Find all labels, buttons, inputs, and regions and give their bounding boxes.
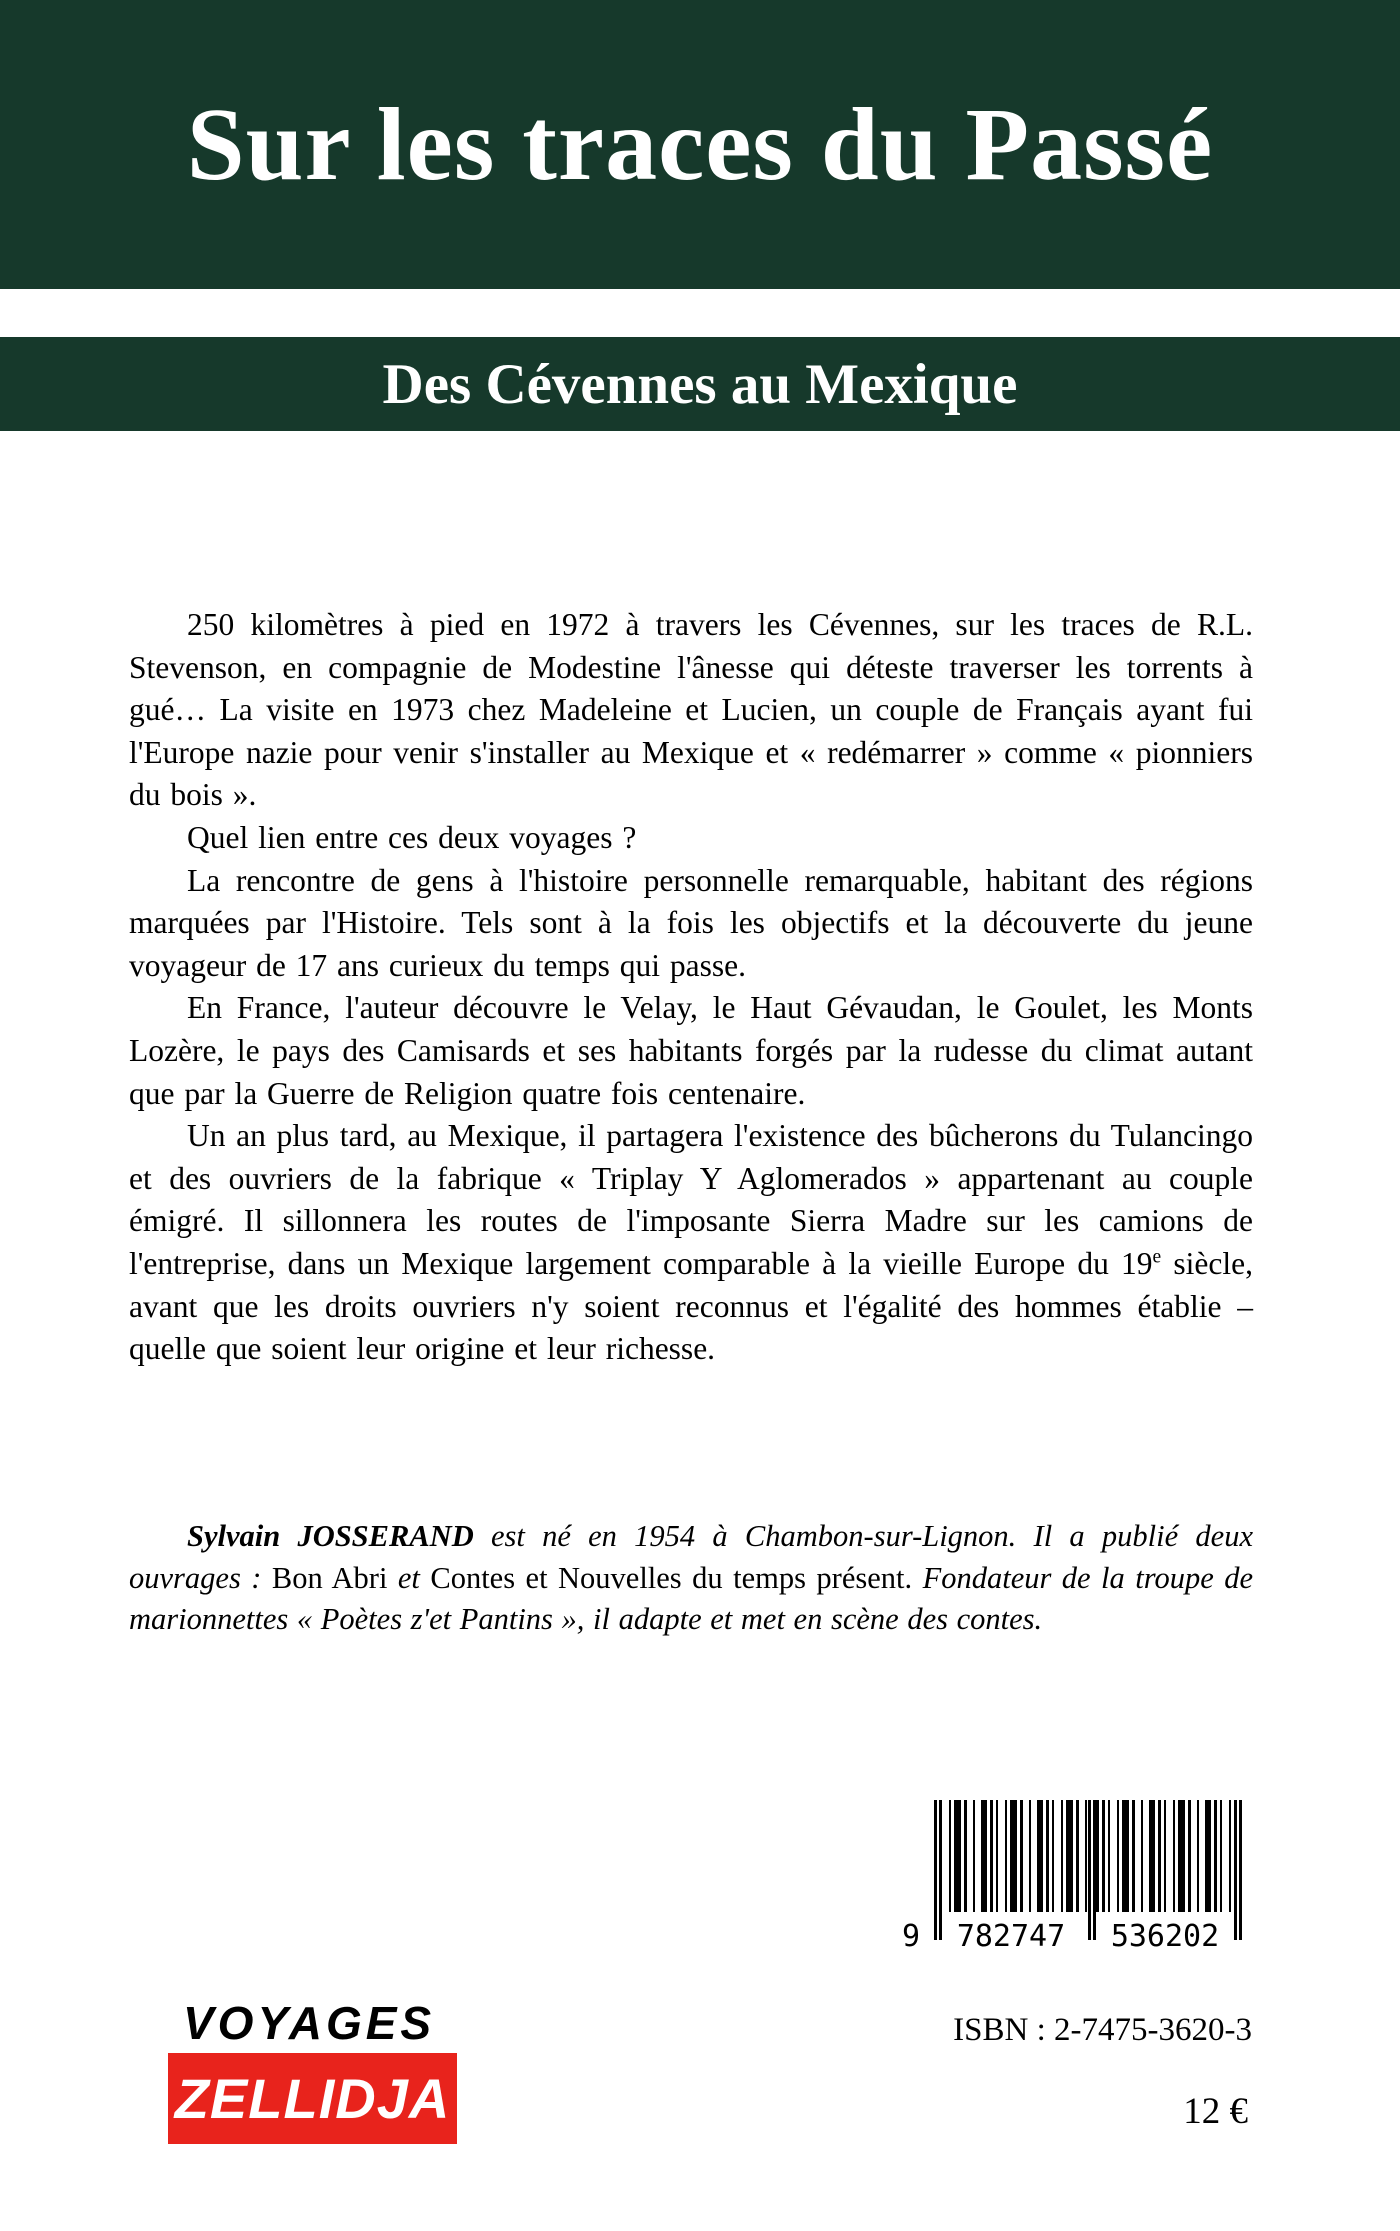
- title-band: [0, 0, 1400, 289]
- synopsis-paragraph-5: [129, 1115, 1253, 1371]
- publisher-series-label: VOYAGES: [183, 1997, 436, 2049]
- synopsis: [129, 604, 1253, 1371]
- synopsis-paragraph-4: En France, l'auteur découvre le Velay, le Haut Gévaudan, le Goulet, les Monts Lozère, le pays des Camisards et ses habitants forgés par la rudesse du climat autant que par la Guerre de Religion quatre fois centenaire.: [129, 990, 1253, 1111]
- author-bio: [129, 1516, 1253, 1641]
- barcode-guard-right: [1234, 1800, 1242, 1940]
- book-subtitle: Des Cévennes au Mexique: [382, 352, 1018, 416]
- synopsis-paragraph-3: La rencontre de gens à l'histoire personnelle remarquable, habitant des régions marquées par l'Histoire. Tels sont à la fois les objectifs et la découverte du jeune voyageur de 17 ans curieux du temps qui passe.: [129, 862, 1253, 983]
- barcode-guard-left: [934, 1800, 942, 1940]
- barcode-group-1: 782747: [956, 1919, 1066, 1954]
- isbn-text: ISBN : 2-7475-3620-3: [953, 2012, 1252, 2048]
- barcode: [902, 1800, 1244, 1954]
- paragraph-5-text: Un an plus tard, au Mexique, il partagera l'existence des bûcherons du Tulancingo et des ouvriers de la fabrique « Triplay Y Aglomerados » appartenant au couple émigré. Il sillonnera les routes de l'imposante Sierra Madre sur les camions de l'entreprise, dans un Mexique largement comparable à la vieille Europe du 19: [129, 1118, 1253, 1281]
- bio-conjunction: et: [387, 1560, 431, 1595]
- superscript-e: e: [1152, 1246, 1162, 1268]
- synopsis-paragraph-2: Quel lien entre ces deux voyages ?: [187, 819, 637, 855]
- paragraph-5-text-end: siècle, avant que les droits ouvriers n'y soient reconnus et l'égalité des hommes établie – quelle que soient leur origine et leur richesse.: [129, 1245, 1253, 1367]
- bio-text-end: Fondateur de la troupe de marionnettes « Poètes z'et Pantins », il adapte et met en scène des contes.: [129, 1560, 1253, 1636]
- barcode-digits: [934, 1920, 1242, 1954]
- bio-text: est né en 1954 à Chambon-sur-Lignon. Il a publié deux ouvrages :: [129, 1519, 1253, 1595]
- barcode-group-2: 536202: [1110, 1919, 1220, 1954]
- barcode-guard-middle: [1088, 1800, 1096, 1940]
- book-title-1: Bon Abri: [271, 1560, 388, 1595]
- price-text: 12 €: [1183, 2091, 1248, 2132]
- barcode-first-digit: 9: [902, 1919, 921, 1954]
- subtitle-band: [0, 337, 1400, 431]
- book-title-2: Contes et Nouvelles du temps présent.: [430, 1560, 913, 1595]
- publisher-name: ZELLIDJA: [174, 2067, 451, 2130]
- publisher-logo: [168, 2053, 457, 2144]
- book-title: Sur les traces du Passé: [186, 87, 1214, 202]
- synopsis-paragraph-1: 250 kilomètres à pied en 1972 à travers les Cévennes, sur les traces de R.L. Stevenson, en compagnie de Modestine l'ânesse qui déteste traverser les torrents à gué… La visite en 1973 chez Madeleine et Lucien, un couple de Français ayant fui l'Europe nazie pour venir s'installer au Mexique et « redémarrer » comme « pionniers du bois ».: [129, 607, 1253, 813]
- author-name: Sylvain JOSSERAND: [187, 1519, 474, 1553]
